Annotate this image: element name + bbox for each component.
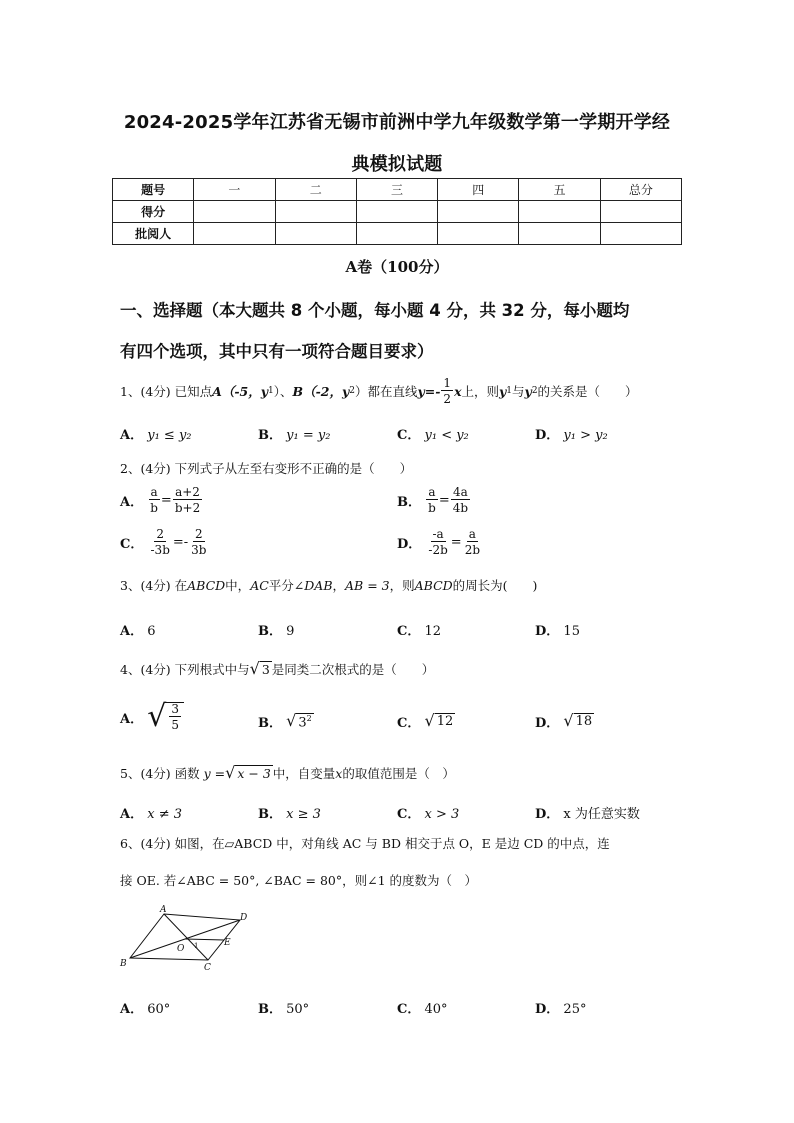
denominator: 2: [443, 392, 452, 406]
denominator: b: [428, 501, 436, 515]
option-label: B．: [258, 1002, 282, 1017]
q4-option-d[interactable]: [535, 712, 594, 731]
label-c: C: [204, 963, 211, 973]
numerator: a+2: [175, 485, 200, 499]
label-angle-1: 1: [194, 942, 199, 950]
equals: =: [160, 492, 172, 508]
q1-prefix: 1、(4分) 已知点: [120, 384, 213, 399]
math: ABCD: [414, 578, 453, 593]
radicand: 18: [575, 714, 593, 730]
option-label: A．: [120, 624, 144, 639]
option-label: B．: [258, 428, 282, 443]
parallelogram-figure: [116, 904, 256, 976]
math: ABCD: [187, 578, 226, 593]
option-text: 15: [563, 624, 580, 639]
q5-option-b[interactable]: [258, 803, 321, 822]
q6-option-c[interactable]: [397, 998, 448, 1017]
numerator: a: [428, 485, 436, 499]
q2-option-a[interactable]: [120, 486, 203, 514]
q6-option-d[interactable]: [535, 998, 586, 1017]
q4-option-a[interactable]: [120, 699, 184, 734]
text: 中，: [225, 578, 251, 593]
fraction: [148, 486, 160, 514]
header-cell: 五: [519, 179, 600, 201]
fraction: [463, 528, 482, 556]
volume-heading: A卷（100分）: [345, 258, 449, 276]
option-text: x ≥ 3: [286, 807, 321, 822]
q1-mid: 都在直线: [367, 384, 418, 399]
reviewer-cell[interactable]: [519, 223, 600, 245]
score-table-header: [113, 179, 682, 201]
denominator: 2b: [464, 543, 481, 557]
option-text: 50°: [286, 1002, 310, 1017]
label-e: E: [224, 938, 231, 948]
header-cell: 一: [194, 179, 275, 201]
q1-fraction: [441, 377, 453, 405]
fraction: [451, 486, 470, 514]
option-label: C．: [397, 1002, 421, 1017]
question-1: 1、(4分) 已知点 A（-5，y 1 ）、 B（-2，y 2 ） 都在直线 y=- $\frac{1}{2}$ x 上，则 y 1 与 y 2 的关系是（ ）: [120, 376, 638, 406]
option-text: x > 3: [424, 807, 460, 822]
radicand: [296, 713, 313, 731]
diagonal-ac: [164, 914, 208, 960]
text: 3、(4分) 在: [120, 578, 188, 593]
option-label: D．: [535, 624, 560, 639]
reviewer-cell[interactable]: [600, 223, 681, 245]
math: ∠DAB: [293, 578, 333, 593]
q3-option-b[interactable]: [258, 620, 294, 639]
q3-option-c[interactable]: [397, 620, 441, 639]
score-cell[interactable]: [438, 201, 519, 223]
radical-sign: √: [424, 711, 435, 731]
label-o: O: [177, 944, 185, 954]
option-text: x 为任意实数: [563, 807, 640, 822]
fraction: [426, 528, 449, 556]
option-label: A．: [120, 711, 144, 727]
q1-point-b: B（-2，y: [292, 384, 350, 399]
q1-y2: y: [524, 383, 532, 399]
option-label: A．: [120, 1002, 144, 1017]
numerator: -a: [432, 527, 444, 541]
q4-option-b[interactable]: [258, 712, 314, 731]
section-heading-line2: 有四个选项，其中只有一项符合题目要求）: [120, 342, 434, 361]
score-cell[interactable]: [356, 201, 437, 223]
option-label: B．: [397, 494, 421, 510]
fraction: [169, 703, 181, 731]
text: 是同类二次根式的是（ ）: [271, 662, 435, 677]
radical-sign: √: [563, 711, 574, 731]
radicand: 3: [261, 662, 270, 677]
segment-oe: [185, 939, 224, 940]
question-2: 2、(4分) 下列式子从左至右变形不正确的是（ ）: [120, 461, 413, 476]
sqrt: [147, 699, 184, 734]
q5-option-a[interactable]: [120, 803, 182, 822]
q1-line-eq: y=-: [417, 383, 441, 399]
q1-option-a[interactable]: [120, 424, 192, 443]
q1-sub: 2: [349, 386, 355, 396]
q1-option-d[interactable]: [535, 424, 608, 443]
row-label: 得分: [113, 201, 194, 223]
option-label: C．: [397, 428, 421, 443]
header-cell: 二: [275, 179, 356, 201]
exponent: 2: [306, 713, 312, 723]
math: AC: [250, 578, 269, 593]
option-text: y₁ = y₂: [286, 428, 331, 443]
option-label: D．: [535, 428, 560, 443]
fraction: [426, 486, 438, 514]
numerator: 1: [443, 376, 452, 390]
numerator: a: [150, 485, 158, 499]
option-label: D．: [535, 807, 560, 822]
radical-sign: √: [249, 659, 260, 678]
fraction: [149, 528, 172, 556]
q5-option-d[interactable]: [535, 803, 640, 822]
q1-sub: 1: [268, 386, 274, 396]
q1-option-c[interactable]: [397, 424, 469, 443]
option-label: A．: [120, 428, 144, 443]
score-cell[interactable]: [275, 201, 356, 223]
question-3: [120, 576, 537, 594]
radicand: 12: [436, 714, 454, 730]
option-label: B．: [258, 807, 282, 822]
numerator: 3: [171, 702, 179, 716]
numerator: 2: [195, 527, 203, 541]
page-title: 2024-2025学年江苏省无锡市前洲中学九年级数学第一学期开学经: [123, 112, 671, 133]
denominator: b: [150, 501, 158, 515]
q1-end: 的关系是（ ）: [537, 384, 638, 399]
q1-x: x: [454, 383, 462, 399]
q1-point-a: A（-5，y: [212, 384, 268, 399]
math: AB = 3: [345, 578, 390, 593]
denominator: 5: [171, 718, 179, 732]
option-text: y₁ ≤ y₂: [147, 428, 192, 443]
text: 5、(4分) 函数: [120, 766, 200, 781]
section-heading: 一、选择题（本大题共 8 个小题，每小题 4 分，共 32 分，每小题均: [120, 301, 630, 320]
option-label: A．: [120, 494, 144, 510]
fraction: [173, 486, 202, 514]
q3-option-a[interactable]: [120, 620, 156, 639]
sqrt: [225, 765, 273, 781]
denominator: 3b: [191, 543, 207, 557]
q1-option-b[interactable]: [258, 424, 330, 443]
q1-sub: 2: [531, 386, 538, 396]
option-label: C．: [397, 807, 421, 822]
option-label: B．: [258, 716, 282, 731]
sqrt: [286, 710, 314, 731]
label-d: D: [240, 913, 248, 923]
radical-sign: √: [286, 710, 297, 730]
parallelogram-abcd: [130, 914, 240, 960]
score-row: [113, 201, 682, 223]
reviewer-row: [113, 223, 682, 245]
option-label: B．: [258, 624, 282, 639]
base: 3: [298, 714, 307, 730]
radical-sign: √: [225, 763, 236, 782]
reviewer-cell[interactable]: [275, 223, 356, 245]
option-label: C．: [397, 716, 421, 731]
label-b: B: [120, 959, 127, 969]
page-title-line2: 典模拟试题: [351, 154, 443, 175]
question-6: 6、(4分) 如图，在▱ABCD 中，对角线 AC 与 BD 相交于点 O，E 是边 CD 的中点，连: [120, 836, 610, 851]
math: y =: [203, 765, 226, 781]
label-a: A: [160, 905, 167, 915]
reviewer-cell[interactable]: [438, 223, 519, 245]
q5-option-c[interactable]: [397, 803, 459, 822]
text: 4、(4分) 下列根式中与: [120, 662, 250, 677]
option-label: C．: [120, 536, 144, 552]
question-4: [120, 660, 434, 678]
header-cell: 四: [438, 179, 519, 201]
radical-sign: √: [147, 699, 167, 734]
equals: =: [438, 492, 450, 508]
text: 中，自变量: [272, 766, 336, 781]
q2-option-b[interactable]: [397, 486, 471, 514]
numerator: a: [468, 527, 476, 541]
text: 平分: [268, 578, 294, 593]
sqrt: [425, 713, 456, 730]
text: 的周长为( ): [452, 578, 538, 593]
equals: =: [450, 534, 462, 550]
text: 的取值范围是（ ）: [342, 766, 455, 781]
score-table: [112, 178, 682, 245]
denominator: -2b: [428, 543, 448, 557]
q1-and: 与: [512, 384, 525, 399]
q1-y1: y: [499, 383, 507, 399]
question-6-line2: 接 OE. 若∠ABC = 50°, ∠BAC = 80°，则∠1 的度数为（ ）: [120, 873, 478, 888]
row-label: 批阅人: [113, 223, 194, 245]
score-cell[interactable]: [600, 201, 681, 223]
option-label: D．: [397, 536, 422, 552]
option-label: A．: [120, 807, 144, 822]
numerator: 4a: [453, 485, 468, 499]
numerator: 2: [156, 527, 164, 541]
option-text: 12: [424, 624, 442, 639]
denominator: b+2: [174, 501, 201, 515]
option-label: D．: [535, 1002, 560, 1017]
option-text: y₁ < y₂: [424, 428, 469, 443]
score-cell[interactable]: [194, 201, 275, 223]
score-cell[interactable]: [519, 201, 600, 223]
header-cell: 题号: [113, 179, 194, 201]
radicand: x − 3: [237, 766, 271, 781]
option-text: 60°: [147, 1002, 171, 1017]
reviewer-cell[interactable]: [194, 223, 275, 245]
q3-option-d[interactable]: [535, 620, 580, 639]
equals: =-: [172, 534, 189, 550]
text: ，则: [389, 578, 415, 593]
fraction: [189, 528, 208, 556]
option-text: 9: [286, 624, 295, 639]
header-cell: 总分: [600, 179, 681, 201]
sqrt: [563, 713, 594, 730]
option-text: y₁ > y₂: [563, 428, 608, 443]
option-text: 40°: [424, 1002, 448, 1017]
q4-option-c[interactable]: [397, 712, 455, 731]
option-text: x ≠ 3: [147, 807, 182, 822]
reviewer-cell[interactable]: [356, 223, 437, 245]
q2-option-c[interactable]: [120, 528, 210, 556]
math: x: [335, 765, 343, 781]
q6-option-b[interactable]: [258, 998, 309, 1017]
denominator: 4b: [452, 501, 469, 515]
option-label: C．: [397, 624, 421, 639]
question-5: [120, 764, 455, 782]
sqrt: [250, 661, 272, 677]
denominator: -3b: [150, 543, 170, 557]
radicand: [166, 702, 184, 732]
q2-option-d[interactable]: [397, 528, 483, 556]
option-text: 25°: [563, 1002, 587, 1017]
header-cell: 三: [356, 179, 437, 201]
q6-option-a[interactable]: [120, 998, 170, 1017]
text: ，: [332, 578, 346, 593]
option-text: 6: [147, 624, 156, 639]
q1-suffix: 上，则: [461, 384, 500, 399]
q1-sub: 1: [506, 386, 513, 396]
option-label: D．: [535, 716, 560, 731]
